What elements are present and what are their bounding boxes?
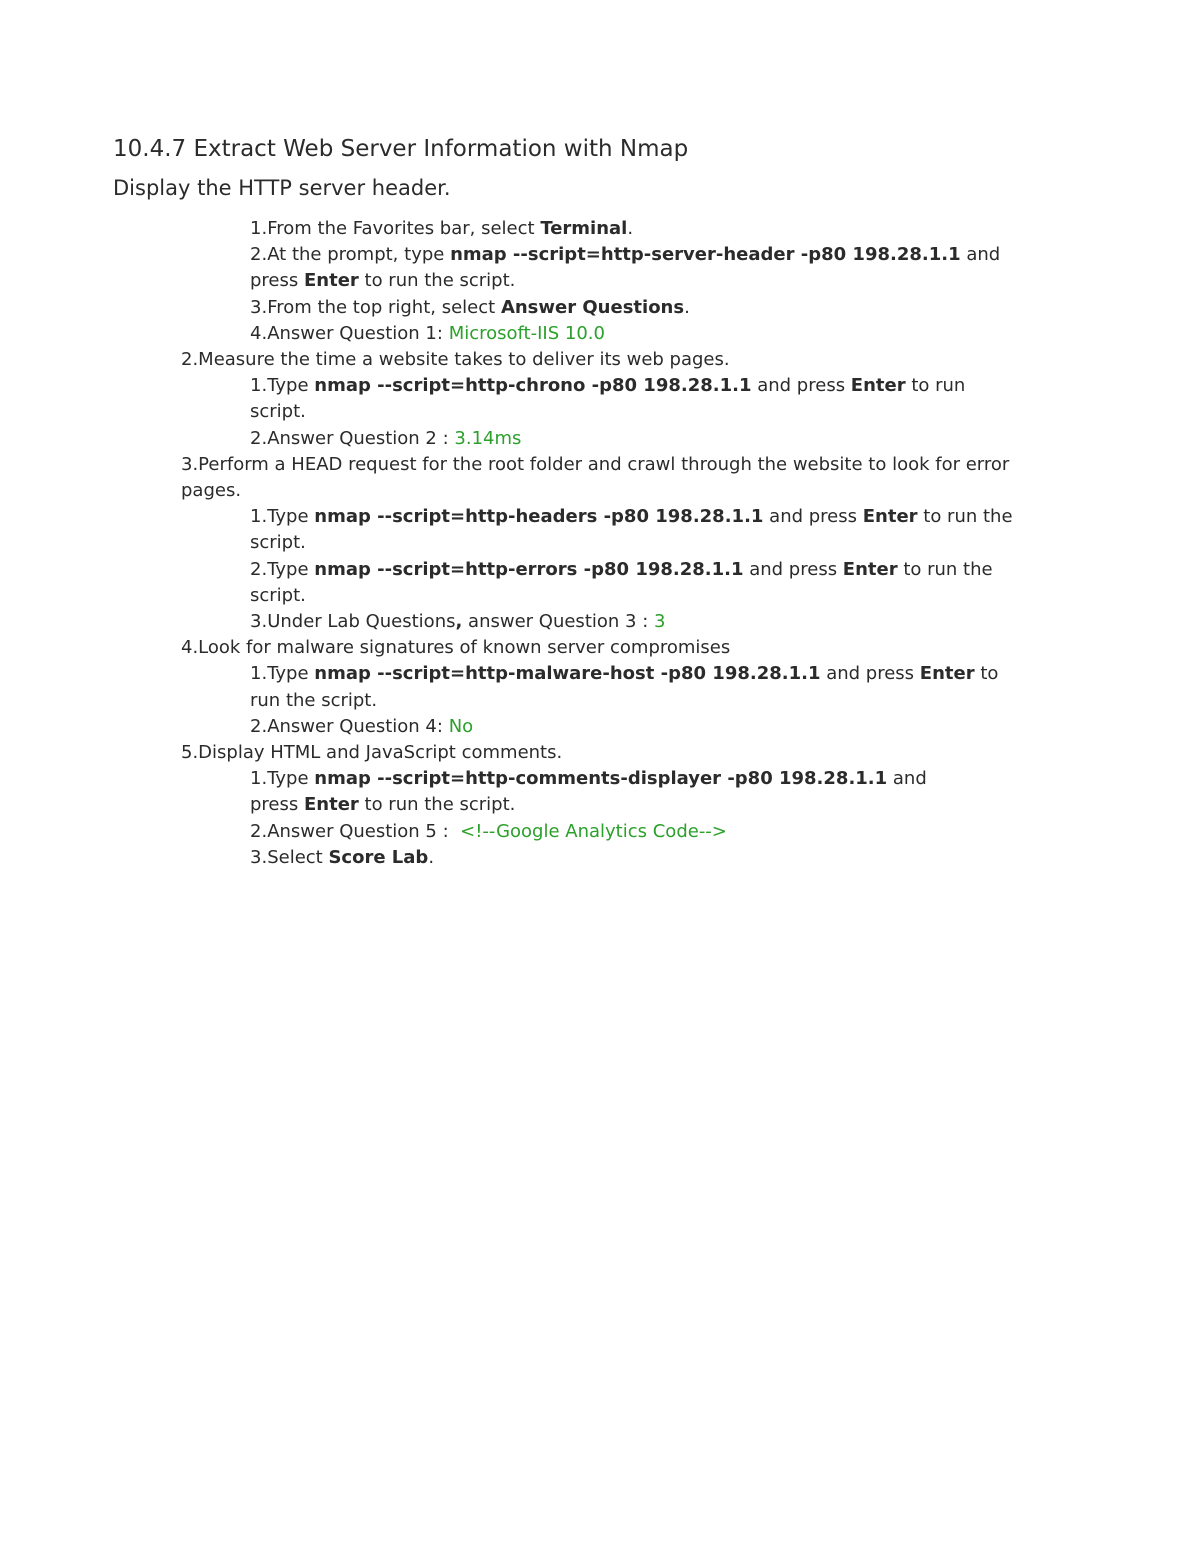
step-4-1: 1.Type nmap --script=http-malware-host -p80 198.28.1.1 and press Enter to bbox=[250, 663, 999, 685]
page-title: 10.4.7 Extract Web Server Information with Nmap bbox=[113, 136, 689, 162]
step-5-1-cont: press Enter to run the script. bbox=[250, 794, 516, 816]
answer-text: <!--Google Analytics Code--> bbox=[454, 820, 727, 842]
command-text: nmap --script=http-headers -p80 198.28.1.1 bbox=[314, 506, 764, 528]
step-2-2: 2.Answer Question 2 : 3.14ms bbox=[250, 427, 522, 449]
step-3-2: 2.Type nmap --script=http-errors -p80 198.28.1.1 and press Enter to run the bbox=[250, 558, 993, 580]
step-1-4: 4.Answer Question 1: Microsoft-IIS 10.0 bbox=[250, 322, 605, 344]
step-5-2: 2.Answer Question 5 : <!--Google Analytics Code--> bbox=[250, 820, 727, 842]
step-5-heading: 5.Display HTML and JavaScript comments. bbox=[181, 742, 563, 763]
step-1-1: 1.From the Favorites bar, select Terminal. bbox=[250, 218, 634, 239]
step-3-3: 3.Under Lab Questions, answer Question 3 : 3 bbox=[250, 611, 666, 632]
step-4-2: 2.Answer Question 4: No bbox=[250, 715, 474, 737]
answer-text: No bbox=[448, 715, 474, 737]
command-text: nmap --script=http-chrono -p80 198.28.1.1 bbox=[314, 375, 752, 397]
step-1-2-cont: press Enter to run the script. bbox=[250, 270, 516, 292]
step-1-3: 3.From the top right, select Answer Questions. bbox=[250, 296, 690, 318]
command-text: nmap --script=http-comments-displayer -p80 198.28.1.1 bbox=[314, 768, 888, 790]
command-text: nmap --script=http-malware-host -p80 198.28.1.1 bbox=[314, 663, 821, 685]
command-text: nmap --script=http-errors -p80 198.28.1.1 bbox=[314, 558, 744, 580]
step-1-2: 2.At the prompt, type nmap --script=http-server-header -p80 198.28.1.1 and bbox=[250, 244, 1001, 266]
answer-text: Microsoft-IIS 10.0 bbox=[448, 322, 605, 344]
step-3-1-cont: script. bbox=[250, 532, 306, 554]
step-5-1: 1.Type nmap --script=http-comments-displayer -p80 198.28.1.1 and bbox=[250, 768, 927, 790]
section-heading: Display the HTTP server header. bbox=[113, 176, 451, 200]
step-2-heading: 2.Measure the time a website takes to deliver its web pages. bbox=[181, 349, 730, 370]
step-3-heading: 3.Perform a HEAD request for the root folder and crawl through the website to look for error bbox=[181, 453, 1010, 475]
step-2-1-cont: script. bbox=[250, 401, 306, 423]
answer-text: 3 bbox=[653, 611, 666, 632]
step-5-3: 3.Select Score Lab. bbox=[250, 846, 435, 868]
step-3-2-cont: script. bbox=[250, 584, 306, 606]
step-3-heading-cont: pages. bbox=[181, 480, 242, 501]
step-4-1-cont: run the script. bbox=[250, 689, 378, 711]
step-3-1: 1.Type nmap --script=http-headers -p80 198.28.1.1 and press Enter to run the bbox=[250, 506, 1013, 528]
step-2-1: 1.Type nmap --script=http-chrono -p80 198.28.1.1 and press Enter to run bbox=[250, 375, 966, 397]
command-text: nmap --script=http-server-header -p80 198.28.1.1 bbox=[450, 244, 961, 266]
step-4-heading: 4.Look for malware signatures of known server compromises bbox=[181, 637, 731, 659]
answer-text: 3.14ms bbox=[454, 427, 522, 449]
